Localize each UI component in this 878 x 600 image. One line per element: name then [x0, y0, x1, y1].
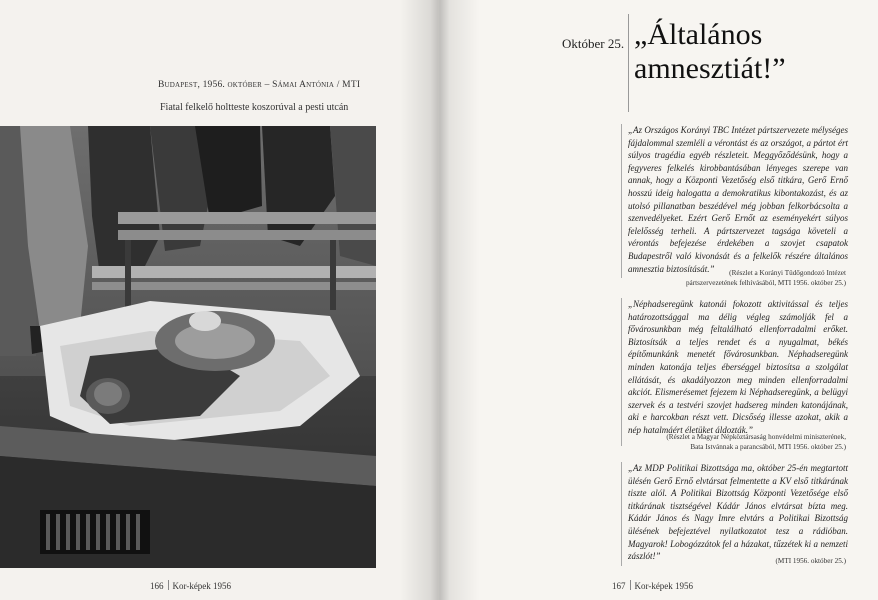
right-page-number: 167 [612, 581, 626, 591]
quote-3-source-line-1: (MTI 1956. október 25.) [775, 557, 846, 565]
quote-2-source-line-2: Bata Istvánnak a parancsából, MTI 1956. október 25.) [690, 443, 846, 451]
right-running-title: Kor-képek 1956 [634, 581, 694, 591]
quote-1-source-line-2: pártszervezetének felhívásából, MTI 1956. október 25.) [685, 279, 846, 287]
quote-rule [621, 124, 622, 278]
historical-photo [0, 126, 376, 568]
left-running-title: Kor-képek 1956 [172, 581, 232, 591]
quote-2-text: „Néphadseregünk katonái fokozott aktivitással és teljes határozottsággal ma délig végleg számolják fel a fővárosunkban még feltalálható ellenforradalmi erőket. Biztosítsák a teljes rendet és a nyugalmat, békés építőmunkánk menetét fővárosunkban. Néphadseregünk minden katonája teljes éberséggel biztosítsa a szolgálat ellátását, és akadályozzon meg minden ellenforradalmi akciót. Elismerésemet fejezem ki Néphadseregünk, a belügyi szervek és a testvéri szovjet hadsereg minden katonájának, aki e harcokban részt vett. Dicsőség illesse azokat, akik a nép hatalmáért életüket áldozták.” [628, 299, 848, 435]
photo-credit: Budapest, 1956. október – Sámai Antónia / MTI [158, 80, 361, 90]
quote-2-source [628, 432, 846, 452]
quote-1-source [628, 268, 846, 288]
left-page [0, 0, 438, 600]
quote-2-source-line-1: (Részlet a Magyar Népköztársaság honvédelmi miniszterének, [666, 433, 846, 441]
header-divider [628, 14, 629, 112]
left-folio [150, 580, 231, 591]
quote-1-source-line-1: (Részlet a Korányi Tüdőgondozó Intézet [729, 269, 846, 277]
quote-1-text: „Az Országos Korányi TBC Intézet pártszervezete mélységes fájdalommal szemléli a vérontást és az országot, a pártot ért súlyos tragédia egyéb részleteit. Meggyőződésünk, hogy a fegyveres felkelés kirobbantásában lényeges szerepe van annak, hogy a Központi Vezetőség első titkára, Gerő Ernő hosszú ideig halogatta a demokratikus kibontakozást, és az utolsó pillanatban beszédével még jobban felkorbácsolta a szenvedélyeket. Ezért Gerő Ernőt az eseményekért súlyos felelősség terheli. A pártszervezet tagsága követeli a vérontás befejezése érdekében a szovjet csapatok Budapestről való kivonását és a felkelők részére általános amnesztia biztosítását.” [628, 125, 848, 274]
right-folio [612, 580, 693, 591]
folio-divider [630, 580, 631, 590]
left-page-number: 166 [150, 581, 164, 591]
headline-line-2: amnesztiát!” [634, 52, 786, 85]
quote-rule [621, 462, 622, 566]
street-scene-photo-illustration [0, 126, 376, 568]
folio-divider [168, 580, 169, 590]
quote-3-text: „Az MDP Politikai Bizottsága ma, október 25-én megtartott ülésén Gerő Ernő elvtársat felmentette a KV első titkárának tiszte alól. A Politikai Bizottság Központi Vezetősége első titkárának tisztségével Kádár János elvtársat bízta meg. Kádár János és Nagy Imre elvtárs a Politikai Bizottság ülésének befejeztével nyilatkozatot tesz a rádióban. Magyarok! Lobogózzátok fel a házakat, tűzzétek ki a nemzeti zászlót!” [628, 463, 848, 562]
section-date: Október 25. [562, 36, 625, 51]
quote-3-source [628, 556, 846, 566]
headline-line-1: „Általános [634, 18, 763, 51]
page-headline [634, 18, 854, 86]
photo-caption: Fiatal felkelő holtteste koszorúval a pesti utcán [160, 102, 349, 113]
quote-rule [621, 298, 622, 446]
